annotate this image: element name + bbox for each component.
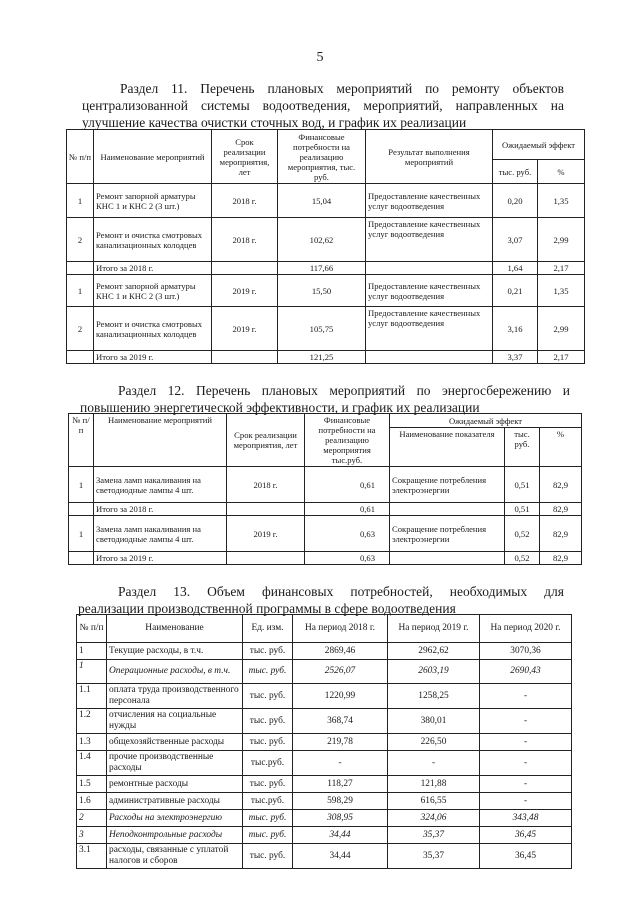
table-row [77,660,572,684]
cell-2018: 598,29 [293,793,388,810]
section-11-title-line: улучшение качества очистки сточных вод, и график их реализации [82,115,467,130]
cell-2019: 35,37 [388,844,480,869]
cell-2020: 2690,43 [480,660,572,684]
cell-pct: 2,99 [538,307,585,351]
cell-name: Ремонт запорной арматуры КНС 1 и КНС 2 (3 шт.) [94,184,212,218]
cell-2020: 36,45 [480,844,572,869]
cell-name: административные расходы [107,793,243,810]
cell-rub: 1,64 [493,262,538,275]
cell-pct: 82,9 [540,516,582,552]
table-row [77,827,572,844]
section-13-title-line: реализации производственной программы в сфере водоотведения [78,601,456,616]
page-number: 5 [316,50,324,65]
cell-2020: - [480,793,572,810]
cell-unit: тыс. руб. [243,684,293,709]
section-11-title [82,80,564,131]
table-row-total [69,503,582,516]
header-indicator: Наименование показателя [390,428,505,467]
cell-num: 3 [77,827,107,844]
cell-2018: 1220,99 [293,684,388,709]
cell-name: Замена ламп накаливания на светодиодные лампы 4 шт. [94,516,227,552]
cell-pct: 2,99 [538,218,585,262]
cell-num: 1.3 [77,734,107,751]
cell-finance: 102,62 [278,218,366,262]
header-finance: Финансовые потребности на реализацию мероприятия тыс.руб. [305,414,390,467]
cell-2019: 121,88 [388,776,480,793]
section-11-table [66,129,585,364]
cell-pct: 1,35 [538,184,585,218]
cell-unit: тыс. руб. [243,709,293,734]
cell-2018: 118,27 [293,776,388,793]
header-name: Наименование мероприятий [94,414,227,467]
cell-unit: тыс. руб. [243,734,293,751]
cell-pct: 82,9 [540,552,582,565]
cell-name: расходы, связанные с уплатой налогов и сборов [107,844,243,869]
cell-2020: 36,45 [480,827,572,844]
section-13-table [76,614,572,869]
cell-2018: 368,74 [293,709,388,734]
cell-num: 3.1 [77,844,107,869]
cell-rub: 3,16 [493,307,538,351]
cell-finance: 105,75 [278,307,366,351]
section-11-title-line: Раздел 11. Перечень плановых мероприятий по ремонту объектов [120,81,564,96]
cell-num: 1.2 [77,709,107,734]
header-pct: % [540,428,582,467]
table-row [77,684,572,709]
cell-name: Ремонт и очистка смотровых канализационных колодцев [94,307,212,351]
table-row-total [67,262,585,275]
section-13-title [78,583,564,617]
header-name: Наименование [107,615,243,643]
cell-finance: 15,04 [278,184,366,218]
cell-rub: 0,51 [505,467,540,503]
cell-2019: 2603,19 [388,660,480,684]
cell-num: 1 [69,516,94,552]
header-effect-rub: тыс. руб. [493,160,538,184]
header-2019: На период 2019 г. [388,615,480,643]
header-effect: Ожидаемый эффект [493,130,585,160]
header-2020: На период 2020 г. [480,615,572,643]
cell-2019: 2962,62 [388,643,480,660]
cell-rub: 0,52 [505,552,540,565]
cell-result: Предоставление качественных услуг водоотведения [366,275,493,307]
table-row [77,709,572,734]
table-row [67,218,585,262]
cell-name: Ремонт запорной арматуры КНС 1 и КНС 2 (3 шт.) [94,275,212,307]
cell-num: 1.5 [77,776,107,793]
cell-2020: - [480,709,572,734]
table-row [77,643,572,660]
table-row-total [67,351,585,364]
header-num: № п/п [67,130,94,184]
cell-2019: 226,50 [388,734,480,751]
cell-result: Предоставление качественных услуг водоотведения [366,307,493,351]
cell-pct: 1,35 [538,275,585,307]
cell-name: общехозяйственные расходы [107,734,243,751]
cell-indicator: Сокращение потребления электроэнергии [390,516,505,552]
cell-finance: 0,63 [305,552,390,565]
cell-name: Текущие расходы, в т.ч. [107,643,243,660]
cell-2019: 35,37 [388,827,480,844]
table-row [69,467,582,503]
cell-name: Итого за 2019 г. [94,552,227,565]
cell-name: отчисления на социальные нужды [107,709,243,734]
cell-term: 2018 г. [212,218,278,262]
cell-rub: 3,07 [493,218,538,262]
cell-num: 1.4 [77,751,107,776]
section-13-title-line: Раздел 13. Объем финансовых потребностей, необходимых для [118,584,564,599]
cell-rub: 0,21 [493,275,538,307]
cell-2020: - [480,751,572,776]
cell-indicator: Сокращение потребления электроэнергии [390,467,505,503]
cell-name: оплата труда производственного персонала [107,684,243,709]
cell-name: Неподконтрольные расходы [107,827,243,844]
header-effect: Ожидаемый эффект [390,414,582,428]
cell-term: 2018 г. [227,467,305,503]
cell-rub: 0,20 [493,184,538,218]
cell-finance: 117,66 [278,262,366,275]
header-num: № п/п [77,615,107,643]
table-row [77,734,572,751]
table-row [69,516,582,552]
table-row [77,810,572,827]
cell-num: 1 [77,660,107,684]
cell-num: 2 [67,218,94,262]
cell-term: 2019 г. [212,307,278,351]
header-term: Срок реализации мероприятия, лет [227,414,305,467]
cell-name: Итого за 2018 г. [94,503,227,516]
cell-unit: тыс. руб. [243,643,293,660]
cell-2020: - [480,734,572,751]
cell-2020: - [480,684,572,709]
cell-num: 1 [67,184,94,218]
cell-2018: 34,44 [293,827,388,844]
cell-pct: 82,9 [540,503,582,516]
section-12-title [80,382,570,416]
header-rub: тыс. руб. [505,428,540,467]
cell-result: Предоставление качественных услуг водоотведения [366,218,493,262]
cell-name: Ремонт и очистка смотровых канализационных колодцев [94,218,212,262]
cell-name: прочие производственные расходы [107,751,243,776]
cell-2018: 2869,46 [293,643,388,660]
cell-finance: 0,63 [305,516,390,552]
cell-num: 2 [67,307,94,351]
cell-unit: тыс. руб. [243,776,293,793]
cell-unit: тыс. руб. [243,810,293,827]
cell-rub: 3,37 [493,351,538,364]
cell-2019: 324,06 [388,810,480,827]
header-num: № п/п [69,414,94,467]
cell-num: 2 [77,810,107,827]
table-row [67,307,585,351]
cell-unit: тыс.руб. [243,751,293,776]
cell-pct: 2,17 [538,262,585,275]
cell-rub: 0,52 [505,516,540,552]
cell-name: Итого за 2018 г. [94,262,212,275]
cell-rub: 0,51 [505,503,540,516]
cell-unit: тыс. руб. [243,827,293,844]
header-term: Срок реализации мероприятия, лет [212,130,278,184]
cell-finance: 121,25 [278,351,366,364]
cell-unit: тыс.руб. [243,793,293,810]
table-row-total [69,552,582,565]
table-row [77,793,572,810]
cell-2019: - [388,751,480,776]
cell-name: ремонтные расходы [107,776,243,793]
cell-2018: 2526,07 [293,660,388,684]
cell-result: Предоставление качественных услуг водоотведения [366,184,493,218]
section-11-title-line: централизованной системы водоотведения, мероприятий, направленных на [82,98,564,113]
header-name: Наименование мероприятий [94,130,212,184]
cell-finance: 15,50 [278,275,366,307]
cell-name: Замена ламп накаливания на светодиодные лампы 4 шт. [94,467,227,503]
header-finance: Финансовые потребности на реализацию мероприятия, тыс. руб. [278,130,366,184]
cell-num: 1.1 [77,684,107,709]
cell-2018: 219,78 [293,734,388,751]
cell-finance: 0,61 [305,503,390,516]
cell-name: Расходы на электроэнергию [107,810,243,827]
header-unit: Ед. изм. [243,615,293,643]
cell-2019: 1258,25 [388,684,480,709]
cell-finance: 0,61 [305,467,390,503]
table-row [67,275,585,307]
cell-2018: 308,95 [293,810,388,827]
cell-num: 1 [77,643,107,660]
cell-name: Операционные расходы, в т.ч. [107,660,243,684]
header-result: Результат выполнения мероприятий [366,130,493,184]
cell-num: 1 [67,275,94,307]
cell-unit: тыс. руб. [243,844,293,869]
section-12-title-line: повышению энергетической эффективности, и график их реализации [80,400,480,415]
cell-2019: 616,55 [388,793,480,810]
cell-term: 2019 г. [227,516,305,552]
header-2018: На период 2018 г. [293,615,388,643]
section-12-table [68,413,582,565]
table-row [77,751,572,776]
cell-unit: тыс. руб. [243,660,293,684]
table-row [77,844,572,869]
cell-2020: 3070,36 [480,643,572,660]
table-row [67,184,585,218]
cell-num: 1 [69,467,94,503]
cell-pct: 2,17 [538,351,585,364]
table-row [77,776,572,793]
cell-2020: - [480,776,572,793]
cell-2018: 34,44 [293,844,388,869]
cell-name: Итого за 2019 г. [94,351,212,364]
cell-2019: 380,01 [388,709,480,734]
cell-term: 2019 г. [212,275,278,307]
cell-2020: 343,48 [480,810,572,827]
header-effect-pct: % [538,160,585,184]
cell-num: 1.6 [77,793,107,810]
cell-pct: 82,9 [540,467,582,503]
section-12-title-line: Раздел 12. Перечень плановых мероприятий по энергосбережению и [118,383,570,398]
cell-term: 2018 г. [212,184,278,218]
cell-2018: - [293,751,388,776]
